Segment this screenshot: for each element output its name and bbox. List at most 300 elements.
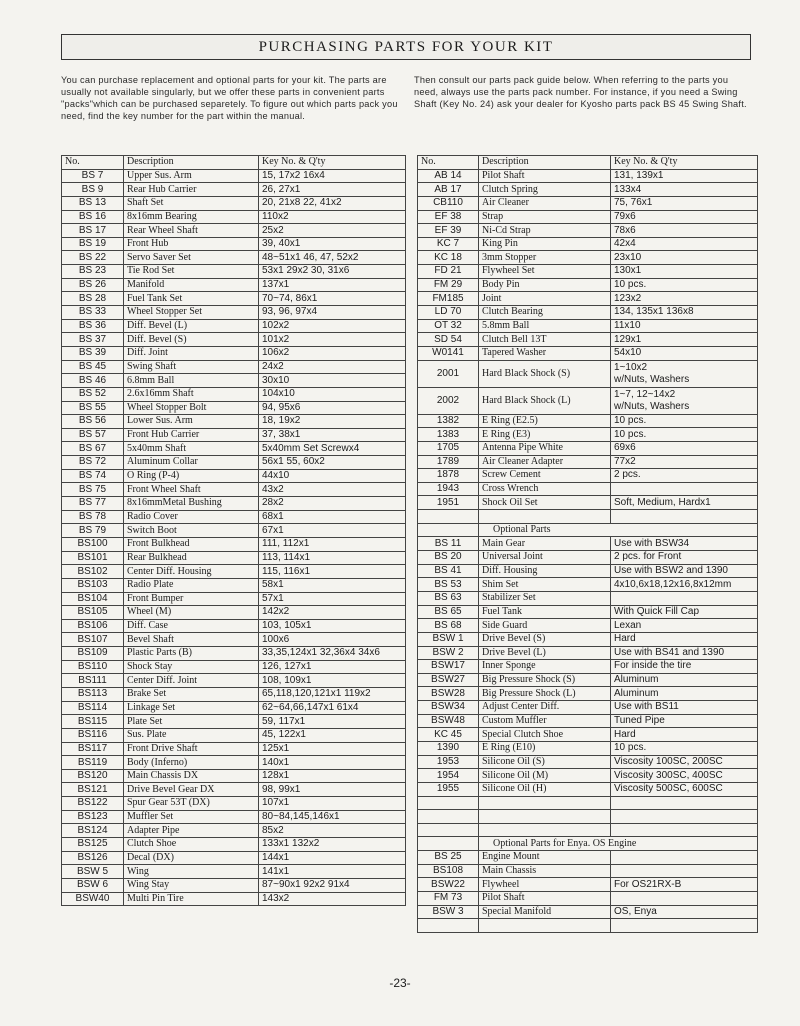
- part-description: Big Pressure Shock (S): [479, 673, 611, 687]
- part-description: Swing Shaft: [124, 360, 259, 374]
- part-number: BS114: [62, 701, 124, 715]
- key-quantity: Viscosity 100SC, 200SC: [611, 755, 758, 769]
- part-description: Wing: [124, 865, 259, 879]
- part-number: BS 56: [62, 415, 124, 429]
- table-row: [418, 741, 758, 755]
- part-description: Radio Plate: [124, 578, 259, 592]
- key-quantity: 110x2: [259, 210, 406, 224]
- part-description: Engine Mount: [479, 851, 611, 865]
- part-number: BS124: [62, 824, 124, 838]
- key-quantity: 37, 38x1: [259, 428, 406, 442]
- part-description: Description: [479, 156, 611, 170]
- table-row: [418, 265, 758, 279]
- part-number: BS126: [62, 851, 124, 865]
- key-quantity: 2 pcs.: [611, 469, 758, 483]
- part-number: BS115: [62, 715, 124, 729]
- key-quantity: 100x6: [259, 633, 406, 647]
- table-row: [62, 537, 406, 551]
- part-number: EF 39: [418, 224, 479, 238]
- table-row: [418, 346, 758, 360]
- table-row: [418, 605, 758, 619]
- table-row: [418, 292, 758, 306]
- part-number: BS113: [62, 687, 124, 701]
- part-number: BSW22: [418, 878, 479, 892]
- table-row: [418, 619, 758, 633]
- key-quantity: 115, 116x1: [259, 565, 406, 579]
- table-row: [62, 606, 406, 620]
- part-description: Fuel Tank: [479, 605, 611, 619]
- table-row: [62, 169, 406, 183]
- key-quantity: 70~74, 86x1: [259, 292, 406, 306]
- part-number: [418, 919, 479, 933]
- part-description: E Ring (E10): [479, 741, 611, 755]
- table-row: [62, 346, 406, 360]
- part-number: BS111: [62, 674, 124, 688]
- table-row: [62, 578, 406, 592]
- key-quantity: With Quick Fill Cap: [611, 605, 758, 619]
- part-number: BS123: [62, 810, 124, 824]
- part-description: Description: [124, 156, 259, 170]
- part-description: [479, 796, 611, 810]
- part-number: 1953: [418, 755, 479, 769]
- part-number: BS 26: [62, 278, 124, 292]
- part-number: BSW48: [418, 714, 479, 728]
- part-description: Lower Sus. Arm: [124, 415, 259, 429]
- part-description: Fuel Tank Set: [124, 292, 259, 306]
- part-description: 5.8mm Ball: [479, 319, 611, 333]
- key-quantity: 53x1 29x2 30, 31x6: [259, 265, 406, 279]
- key-quantity: 113, 114x1: [259, 551, 406, 565]
- part-description: Hard Black Shock (S): [479, 360, 611, 387]
- table-row: [418, 496, 758, 510]
- part-number: 1390: [418, 741, 479, 755]
- part-description: Silicone Oil (H): [479, 782, 611, 796]
- part-number: 1789: [418, 455, 479, 469]
- section-title: Optional Parts: [479, 523, 758, 537]
- part-number: BS 19: [62, 237, 124, 251]
- part-number: BS 9: [62, 183, 124, 197]
- key-quantity: 111, 112x1: [259, 537, 406, 551]
- blank-row: [418, 810, 758, 824]
- part-description: Center Diff. Housing: [124, 565, 259, 579]
- key-quantity: 130x1: [611, 265, 758, 279]
- table-row: [418, 333, 758, 347]
- part-description: Switch Boot: [124, 524, 259, 538]
- part-number: BS 22: [62, 251, 124, 265]
- table-row: [62, 783, 406, 797]
- part-number: BSW 2: [418, 646, 479, 660]
- part-description: Pilot Shaft: [479, 169, 611, 183]
- part-description: Shim Set: [479, 578, 611, 592]
- part-description: Silicone Oil (M): [479, 769, 611, 783]
- key-quantity: 24x2: [259, 360, 406, 374]
- part-number: FD 21: [418, 265, 479, 279]
- key-quantity: 26, 27x1: [259, 183, 406, 197]
- part-description: Rear Bulkhead: [124, 551, 259, 565]
- part-description: Body (Inferno): [124, 756, 259, 770]
- key-quantity: Use with BS41 and 1390: [611, 646, 758, 660]
- part-number: [418, 837, 479, 851]
- part-description: King Pin: [479, 237, 611, 251]
- part-description: Servo Saver Set: [124, 251, 259, 265]
- table-row: [418, 769, 758, 783]
- part-number: BS116: [62, 728, 124, 742]
- key-quantity: 10 pcs.: [611, 428, 758, 442]
- part-description: 3mm Stopper: [479, 251, 611, 265]
- part-description: Plate Set: [124, 715, 259, 729]
- part-description: Front Bumper: [124, 592, 259, 606]
- key-quantity: 59, 117x1: [259, 715, 406, 729]
- part-description: Tie Rod Set: [124, 265, 259, 279]
- key-quantity: 1~10x2 w/Nuts, Washers: [611, 360, 758, 387]
- part-description: Cross Wrench: [479, 482, 611, 496]
- table-row: [62, 456, 406, 470]
- part-description: Aluminum Collar: [124, 456, 259, 470]
- key-quantity: Aluminum: [611, 673, 758, 687]
- part-description: Main Gear: [479, 537, 611, 551]
- table-row: [418, 482, 758, 496]
- table-row: [418, 905, 758, 919]
- part-description: Linkage Set: [124, 701, 259, 715]
- intro-text-left: You can purchase replacement and optional parts for your kit. The parts are usually not available singularly, but we offer these parts in convenient parts "packs"which can be purchased separetely. To figure out which parts pack you need, find the key number for the part within the manual.: [61, 75, 398, 121]
- part-number: BS 16: [62, 210, 124, 224]
- table-row: [62, 892, 406, 906]
- key-quantity: For OS21RX-B: [611, 878, 758, 892]
- blank-row: [418, 510, 758, 524]
- table-row: [62, 415, 406, 429]
- part-number: [418, 810, 479, 824]
- part-description: Air Cleaner Adapter: [479, 455, 611, 469]
- key-quantity: Hard: [611, 728, 758, 742]
- table-row: [418, 782, 758, 796]
- part-description: Plastic Parts (B): [124, 647, 259, 661]
- table-row: [62, 469, 406, 483]
- part-number: BS 33: [62, 306, 124, 320]
- key-quantity: 18, 19x2: [259, 415, 406, 429]
- key-quantity: 57x1: [259, 592, 406, 606]
- part-description: Stabilizer Set: [479, 591, 611, 605]
- table-row: [418, 278, 758, 292]
- key-quantity: 28x2: [259, 497, 406, 511]
- table-row: [62, 742, 406, 756]
- table-row: [418, 414, 758, 428]
- part-description: Wing Stay: [124, 878, 259, 892]
- part-description: Shock Stay: [124, 660, 259, 674]
- part-number: BS 41: [418, 564, 479, 578]
- part-description: Adapter Pipe: [124, 824, 259, 838]
- table-row: [62, 810, 406, 824]
- part-number: 1954: [418, 769, 479, 783]
- table-row: [418, 551, 758, 565]
- section-header-row: [418, 837, 758, 851]
- key-quantity: 125x1: [259, 742, 406, 756]
- key-quantity: 137x1: [259, 278, 406, 292]
- part-number: BS108: [418, 864, 479, 878]
- table-row: [62, 565, 406, 579]
- key-quantity: 140x1: [259, 756, 406, 770]
- key-quantity: 2 pcs. for Front: [611, 551, 758, 565]
- table-row: [62, 551, 406, 565]
- key-quantity: Use with BSW2 and 1390: [611, 564, 758, 578]
- part-number: BS 13: [62, 196, 124, 210]
- key-quantity: 142x2: [259, 606, 406, 620]
- key-quantity: 85x2: [259, 824, 406, 838]
- part-number: No.: [62, 156, 124, 170]
- part-number: BS 55: [62, 401, 124, 415]
- key-quantity: For inside the tire: [611, 660, 758, 674]
- part-number: W0141: [418, 346, 479, 360]
- table-row: [62, 838, 406, 852]
- key-quantity: 80~84,145,146x1: [259, 810, 406, 824]
- part-number: FM 73: [418, 892, 479, 906]
- table-row: [62, 292, 406, 306]
- part-description: Air Cleaner: [479, 196, 611, 210]
- page-number: -23-: [389, 976, 411, 990]
- table-row: [62, 524, 406, 538]
- table-row: [62, 387, 406, 401]
- section-header-row: [418, 523, 758, 537]
- part-number: BS121: [62, 783, 124, 797]
- intro-text-right: Then consult our parts pack guide below. When referring to the parts you need, always use the parts pack number. For instance, if you need a Swing Shaft (Key No. 24) ask your dealer for Kyosho parts pack BS 45 Swing Shaft.: [414, 75, 747, 109]
- part-description: Drive Bevel (L): [479, 646, 611, 660]
- part-number: BSW 3: [418, 905, 479, 919]
- table-row: [62, 278, 406, 292]
- part-description: [479, 510, 611, 524]
- part-description: Diff. Bevel (S): [124, 333, 259, 347]
- part-description: Clutch Shoe: [124, 838, 259, 852]
- table-row: [418, 183, 758, 197]
- part-description: Big Pressure Shock (L): [479, 687, 611, 701]
- part-number: BS125: [62, 838, 124, 852]
- part-number: BS 74: [62, 469, 124, 483]
- part-number: BS 77: [62, 497, 124, 511]
- part-description: Side Guard: [479, 619, 611, 633]
- part-number: BS 25: [418, 851, 479, 865]
- part-number: 1383: [418, 428, 479, 442]
- part-description: Clutch Spring: [479, 183, 611, 197]
- key-quantity: 126, 127x1: [259, 660, 406, 674]
- part-description: Joint: [479, 292, 611, 306]
- part-number: BS105: [62, 606, 124, 620]
- part-description: Clutch Bearing: [479, 306, 611, 320]
- part-description: Strap: [479, 210, 611, 224]
- part-number: BS 63: [418, 591, 479, 605]
- key-quantity: Soft, Medium, Hardx1: [611, 496, 758, 510]
- part-number: BS 39: [62, 346, 124, 360]
- key-quantity: 58x1: [259, 578, 406, 592]
- key-quantity: 98, 99x1: [259, 783, 406, 797]
- key-quantity: 102x2: [259, 319, 406, 333]
- key-quantity: 67x1: [259, 524, 406, 538]
- table-row: [62, 769, 406, 783]
- key-quantity: [611, 510, 758, 524]
- part-description: Special Manifold: [479, 905, 611, 919]
- key-quantity: 1~7, 12~14x2 w/Nuts, Washers: [611, 387, 758, 414]
- table-row: [418, 319, 758, 333]
- part-description: E Ring (E2.5): [479, 414, 611, 428]
- key-quantity: 68x1: [259, 510, 406, 524]
- key-quantity: Tuned Pipe: [611, 714, 758, 728]
- key-quantity: 78x6: [611, 224, 758, 238]
- table-row: [418, 646, 758, 660]
- key-quantity: 11x10: [611, 319, 758, 333]
- part-number: BS 37: [62, 333, 124, 347]
- table-row: [62, 306, 406, 320]
- part-description: Hard Black Shock (L): [479, 387, 611, 414]
- part-number: BS 52: [62, 387, 124, 401]
- part-number: BS 45: [62, 360, 124, 374]
- part-number: FM185: [418, 292, 479, 306]
- key-quantity: 144x1: [259, 851, 406, 865]
- part-description: Flywheel: [479, 878, 611, 892]
- table-row: [418, 701, 758, 715]
- part-description: Diff. Housing: [479, 564, 611, 578]
- part-description: 8x16mmMetal Bushing: [124, 497, 259, 511]
- table-row: [418, 360, 758, 387]
- part-number: BS 57: [62, 428, 124, 442]
- part-description: Radio Cover: [124, 510, 259, 524]
- part-number: BS100: [62, 537, 124, 551]
- key-quantity: 128x1: [259, 769, 406, 783]
- table-row: [418, 441, 758, 455]
- table-row: [418, 864, 758, 878]
- part-description: [479, 823, 611, 837]
- table-row: [418, 632, 758, 646]
- part-number: SD 54: [418, 333, 479, 347]
- table-row: [62, 237, 406, 251]
- key-quantity: 101x2: [259, 333, 406, 347]
- part-description: Diff. Bevel (L): [124, 319, 259, 333]
- table-row: [62, 265, 406, 279]
- part-number: BS119: [62, 756, 124, 770]
- page-title: PURCHASING PARTS FOR YOUR KIT: [61, 34, 751, 60]
- key-quantity: 54x10: [611, 346, 758, 360]
- key-quantity: 23x10: [611, 251, 758, 265]
- table-row: [418, 728, 758, 742]
- key-quantity: 39, 40x1: [259, 237, 406, 251]
- part-description: Front Hub Carrier: [124, 428, 259, 442]
- table-header: [418, 156, 758, 170]
- table-row: [62, 633, 406, 647]
- key-quantity: [611, 851, 758, 865]
- part-number: BS 72: [62, 456, 124, 470]
- part-number: FM 29: [418, 278, 479, 292]
- table-header: [62, 156, 406, 170]
- table-row: [62, 319, 406, 333]
- key-quantity: Use with BS11: [611, 701, 758, 715]
- key-quantity: 33,35,124x1 32,36x4 34x6: [259, 647, 406, 661]
- table-row: [62, 401, 406, 415]
- key-quantity: 134, 135x1 136x8: [611, 306, 758, 320]
- table-row: [62, 224, 406, 238]
- table-row: [418, 387, 758, 414]
- part-number: BS122: [62, 797, 124, 811]
- table-row: [62, 442, 406, 456]
- part-description: Spur Gear 53T (DX): [124, 797, 259, 811]
- part-description: Main Chassis: [479, 864, 611, 878]
- table-row: [418, 591, 758, 605]
- key-quantity: [611, 864, 758, 878]
- key-quantity: 87~90x1 92x2 91x4: [259, 878, 406, 892]
- part-description: 8x16mm Bearing: [124, 210, 259, 224]
- part-number: BS 53: [418, 578, 479, 592]
- part-number: BS109: [62, 647, 124, 661]
- part-description: Tapered Washer: [479, 346, 611, 360]
- part-description: O Ring (P-4): [124, 469, 259, 483]
- part-number: 2002: [418, 387, 479, 414]
- key-quantity: 133x4: [611, 183, 758, 197]
- table-row: [62, 878, 406, 892]
- part-description: Shock Oil Set: [479, 496, 611, 510]
- key-quantity: 79x6: [611, 210, 758, 224]
- part-description: Ni-Cd Strap: [479, 224, 611, 238]
- table-row: [62, 797, 406, 811]
- key-quantity: OS, Enya: [611, 905, 758, 919]
- part-number: [418, 523, 479, 537]
- part-description: Bevel Shaft: [124, 633, 259, 647]
- table-row: [62, 674, 406, 688]
- key-quantity: [611, 892, 758, 906]
- table-row: [418, 851, 758, 865]
- part-description: Screw Cement: [479, 469, 611, 483]
- key-quantity: 25x2: [259, 224, 406, 238]
- part-number: BS 68: [418, 619, 479, 633]
- part-number: BS120: [62, 769, 124, 783]
- part-description: 5x40mm Shaft: [124, 442, 259, 456]
- part-description: Adjust Center Diff.: [479, 701, 611, 715]
- part-number: EF 38: [418, 210, 479, 224]
- blank-row: [418, 919, 758, 933]
- table-row: [62, 824, 406, 838]
- part-description: Flywheel Set: [479, 265, 611, 279]
- part-number: BS 28: [62, 292, 124, 306]
- key-quantity: 107x1: [259, 797, 406, 811]
- part-description: Body Pin: [479, 278, 611, 292]
- table-row: [62, 360, 406, 374]
- table-row: [62, 715, 406, 729]
- part-number: BS110: [62, 660, 124, 674]
- key-quantity: 30x10: [259, 374, 406, 388]
- part-description: Wheel Stopper Set: [124, 306, 259, 320]
- table-row: [418, 537, 758, 551]
- table-row: [418, 878, 758, 892]
- key-quantity: 106x2: [259, 346, 406, 360]
- part-description: Silicone Oil (S): [479, 755, 611, 769]
- part-description: [479, 919, 611, 933]
- part-number: 1955: [418, 782, 479, 796]
- part-description: Upper Sus. Arm: [124, 169, 259, 183]
- key-quantity: 56x1 55, 60x2: [259, 456, 406, 470]
- part-description: 6.8mm Ball: [124, 374, 259, 388]
- part-number: No.: [418, 156, 479, 170]
- part-number: BS 79: [62, 524, 124, 538]
- key-quantity: 108, 109x1: [259, 674, 406, 688]
- part-number: [418, 823, 479, 837]
- key-quantity: [611, 810, 758, 824]
- table-row: [418, 673, 758, 687]
- part-number: AB 17: [418, 183, 479, 197]
- table-row: [62, 374, 406, 388]
- table-row: [62, 728, 406, 742]
- part-number: BSW 6: [62, 878, 124, 892]
- part-description: Center Diff. Joint: [124, 674, 259, 688]
- part-number: BS 78: [62, 510, 124, 524]
- section-title: Optional Parts for Enya. OS Engine: [479, 837, 758, 851]
- part-description: Front Drive Shaft: [124, 742, 259, 756]
- table-row: [418, 755, 758, 769]
- part-number: CB110: [418, 196, 479, 210]
- blank-row: [418, 796, 758, 810]
